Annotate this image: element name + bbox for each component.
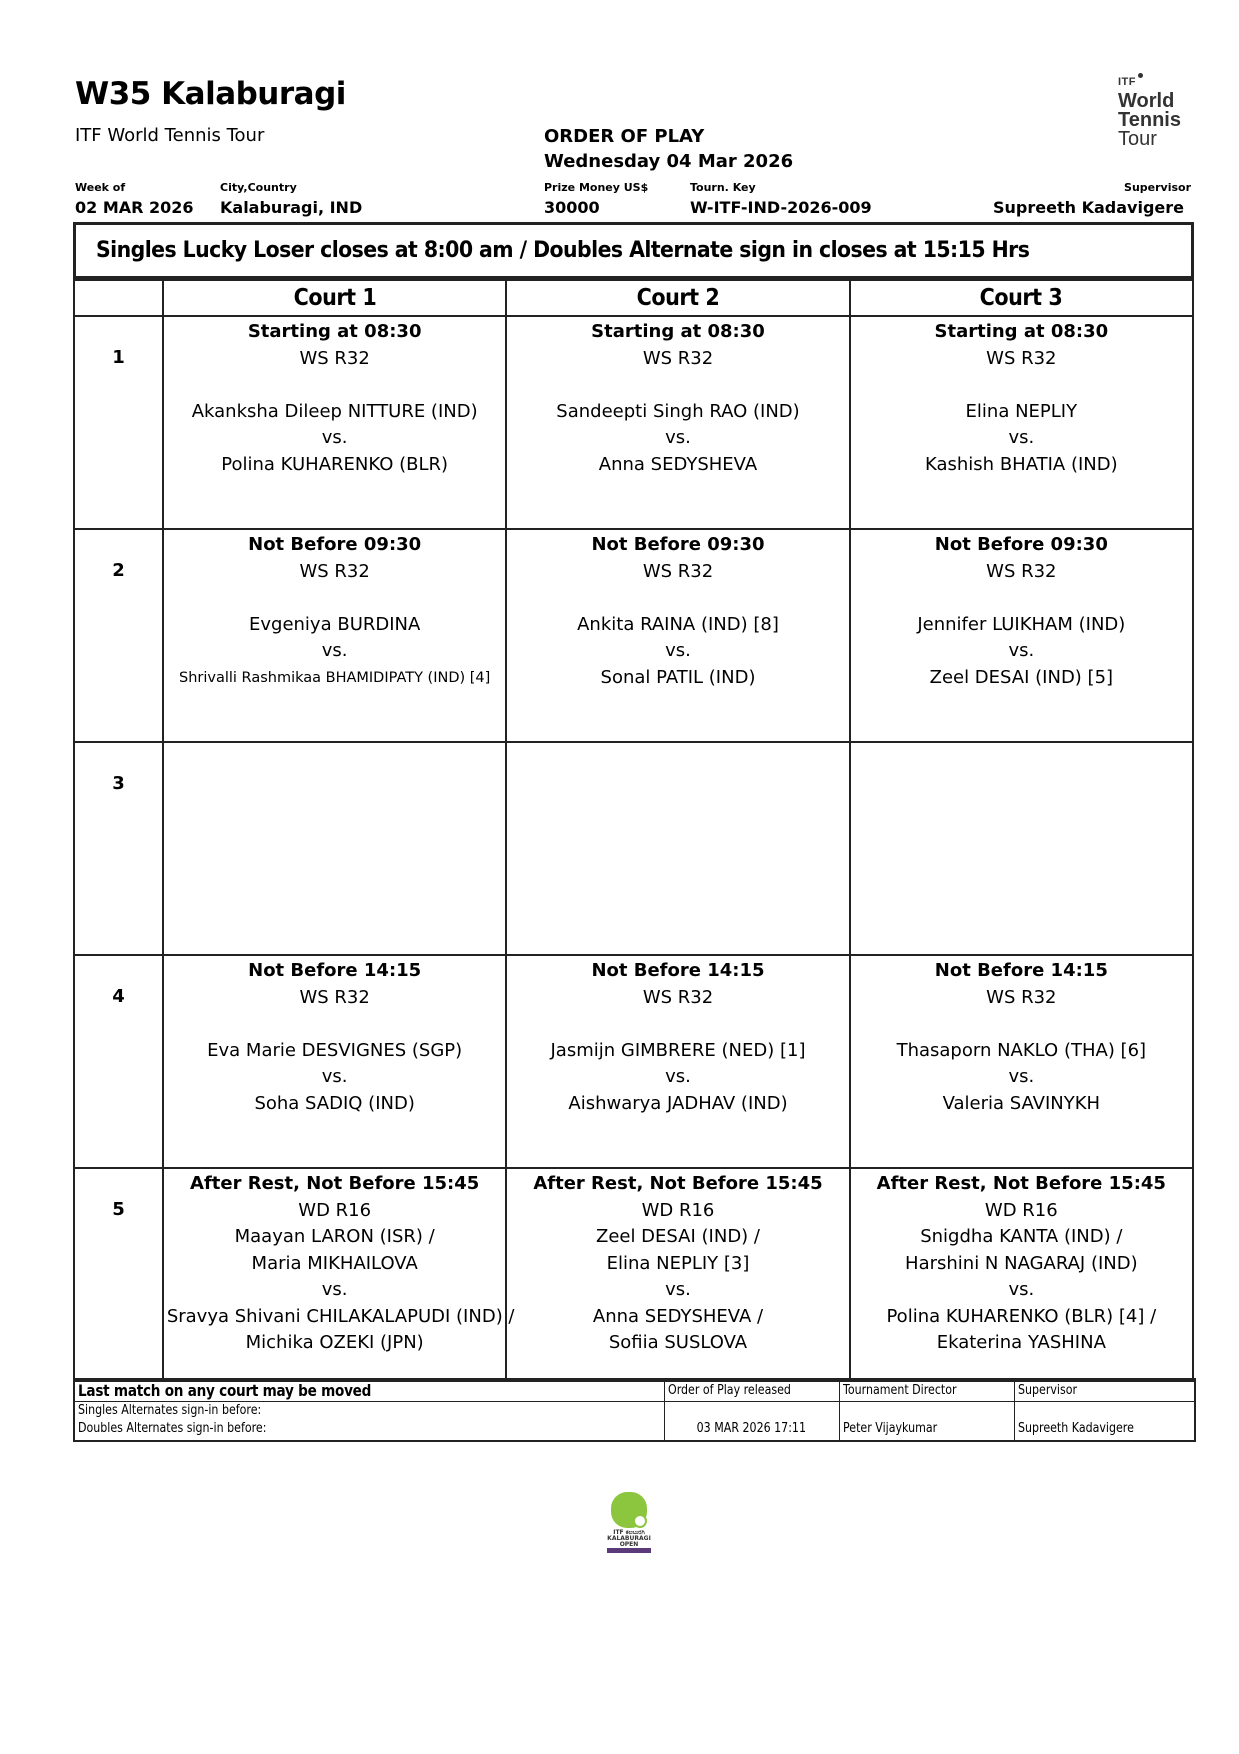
player-2: Shrivalli Rashmikaa BHAMIDIPATY (IND) [4] xyxy=(179,669,491,686)
vs-label: vs. xyxy=(665,1066,691,1087)
event-round: WS R32 xyxy=(642,347,714,369)
notice-text: Singles Lucky Loser closes at 8:00 am / Doubles Alternate sign in closes at 15:15 Hrs xyxy=(96,238,1030,263)
sponsor-bar xyxy=(607,1548,651,1553)
match-cell xyxy=(506,955,849,1168)
tennis-ball-icon xyxy=(633,1514,647,1528)
vs-label: vs. xyxy=(1008,640,1035,661)
player-1: Jasmijn GIMBRERE (NED) [1] xyxy=(550,1039,806,1061)
event-round: WS R32 xyxy=(299,347,370,369)
vs-label: vs. xyxy=(1008,1279,1035,1300)
tourn-key-value: W-ITF-IND-2026-009 xyxy=(690,198,872,217)
tourn-key-label: Tourn. Key xyxy=(690,181,756,194)
start-time: After Rest, Not Before 15:45 xyxy=(533,1173,823,1194)
singles-alternates: Singles Alternates sign-in before: xyxy=(78,1402,262,1418)
logo-line-tour: Tour xyxy=(1118,128,1157,150)
player-1: Jennifer LUIKHAM (IND) xyxy=(917,613,1126,635)
player-1: Eva Marie DESVIGNES (SGP) xyxy=(207,1039,463,1061)
sponsor-text: ITF ಕಲಬುರಗಿ KALABURAGI OPEN xyxy=(607,1529,651,1548)
row-number: 1 xyxy=(74,316,163,529)
team-1-player-b: Harshini N NAGARAJ (IND) xyxy=(905,1252,1138,1274)
city-label: City,Country xyxy=(220,181,297,194)
footer-supervisor-value: Supreeth Kadavigere xyxy=(1014,1401,1195,1441)
court-header-2: Court 2 xyxy=(506,280,849,316)
player-2: Sonal PATIL (IND) xyxy=(600,666,756,688)
vs-label: vs. xyxy=(665,640,691,661)
start-time: Not Before 09:30 xyxy=(934,534,1108,555)
supervisor-value: Supreeth Kadavigere xyxy=(993,198,1184,217)
play-date: Wednesday 04 Mar 2026 xyxy=(544,151,794,172)
start-time: Starting at 08:30 xyxy=(247,321,422,342)
doc-type: ORDER OF PLAY xyxy=(544,126,705,147)
match-cell xyxy=(163,529,506,742)
event-round: WD R16 xyxy=(641,1199,715,1221)
week-of-label: Week of xyxy=(75,181,126,194)
prize-label: Prize Money US$ xyxy=(544,181,649,194)
vs-label: vs. xyxy=(321,1279,348,1300)
row-number: 2 xyxy=(74,529,163,742)
supervisor-label: Supervisor xyxy=(1124,181,1191,194)
tournament-title: W35 Kalaburagi xyxy=(75,76,346,112)
match-cell xyxy=(163,1168,515,1381)
event-round: WS R32 xyxy=(299,986,370,1008)
team-1-player-a: Zeel DESAI (IND) / xyxy=(595,1226,760,1247)
event-round: WS R32 xyxy=(986,986,1057,1008)
match-row-1 xyxy=(74,316,1193,529)
match-row-3 xyxy=(74,742,1193,955)
vs-label: vs. xyxy=(321,427,348,448)
start-time: After Rest, Not Before 15:45 xyxy=(876,1173,1166,1194)
director-value: Peter Vijaykumar xyxy=(839,1401,1014,1441)
footer-table xyxy=(73,1378,1196,1442)
start-time: Starting at 08:30 xyxy=(934,321,1109,342)
match-cell xyxy=(850,955,1193,1168)
vs-label: vs. xyxy=(1008,1066,1035,1087)
empty-match-cell xyxy=(850,742,1193,955)
match-cell xyxy=(163,955,506,1168)
player-2: Valeria SAVINYKH xyxy=(942,1092,1101,1114)
event-round: WD R16 xyxy=(298,1199,372,1221)
player-1: Ankita RAINA (IND) [8] xyxy=(577,613,779,635)
event-round: WS R32 xyxy=(642,986,714,1008)
match-cell xyxy=(506,1168,849,1381)
match-cell xyxy=(850,316,1193,529)
start-time: Starting at 08:30 xyxy=(591,321,765,342)
tour-subtitle: ITF World Tennis Tour xyxy=(75,125,265,146)
director-label: Tournament Director xyxy=(839,1379,1014,1401)
team-2-player-b: Michika OZEKI (JPN) xyxy=(245,1332,424,1353)
sign-in-notice xyxy=(73,222,1194,279)
match-cell xyxy=(850,1168,1193,1381)
empty-match-cell xyxy=(506,742,849,955)
player-2: Polina KUHARENKO (BLR) xyxy=(221,453,449,475)
court-header-3: Court 3 xyxy=(850,280,1193,316)
team-2-player-a: Sravya Shivani CHILAKALAPUDI (IND) / xyxy=(166,1305,515,1327)
player-2: Kashish BHATIA (IND) xyxy=(925,453,1118,475)
player-1: Evgeniya BURDINA xyxy=(249,613,421,635)
order-of-play-grid xyxy=(73,279,1194,1382)
match-cell xyxy=(506,316,849,529)
player-1: Thasaporn NAKLO (THA) [6] xyxy=(896,1039,1147,1061)
start-time: Not Before 14:15 xyxy=(591,960,765,981)
event-round: WS R32 xyxy=(986,560,1057,582)
vs-label: vs. xyxy=(321,640,348,661)
match-row-4 xyxy=(74,955,1193,1168)
team-1-player-a: Snigdha KANTA (IND) / xyxy=(920,1226,1123,1247)
team-2-player-b: Ekaterina YASHINA xyxy=(936,1332,1106,1353)
released-value: 03 MAR 2026 17:11 xyxy=(664,1401,839,1441)
match-row-5 xyxy=(74,1168,1193,1381)
start-time: Not Before 14:15 xyxy=(248,960,422,981)
player-1: Elina NEPLIY xyxy=(965,400,1078,422)
event-round: WS R32 xyxy=(299,560,370,582)
prize-value: 30000 xyxy=(544,198,600,217)
start-time: After Rest, Not Before 15:45 xyxy=(190,1173,480,1194)
start-time: Not Before 14:15 xyxy=(934,960,1108,981)
row-number: 4 xyxy=(74,955,163,1168)
doubles-alternates: Doubles Alternates sign-in before: xyxy=(78,1420,267,1436)
player-2: Anna SEDYSHEVA xyxy=(598,453,758,475)
released-label: Order of Play released xyxy=(664,1379,839,1401)
player-2: Aishwarya JADHAV (IND) xyxy=(568,1092,788,1114)
start-time: Not Before 09:30 xyxy=(591,534,765,555)
court-header-1: Court 1 xyxy=(163,280,506,316)
vs-label: vs. xyxy=(665,427,691,448)
player-2: Zeel DESAI (IND) [5] xyxy=(929,666,1114,688)
player-2: Soha SADIQ (IND) xyxy=(254,1092,415,1114)
itf-world-tennis-tour-logo xyxy=(1118,72,1208,149)
event-round: WS R32 xyxy=(642,560,714,582)
footer-value-row xyxy=(74,1401,1195,1441)
order-of-play-heading xyxy=(544,124,793,174)
match-row-2 xyxy=(74,529,1193,742)
event-round: WS R32 xyxy=(986,347,1057,369)
start-time: Not Before 09:30 xyxy=(248,534,422,555)
event-round: WD R16 xyxy=(984,1199,1058,1221)
match-cell xyxy=(506,529,849,742)
team-1-player-a: Maayan LARON (ISR) / xyxy=(234,1226,435,1247)
ball-dot-icon xyxy=(1138,73,1143,78)
row-number: 5 xyxy=(74,1168,163,1381)
city-value: Kalaburagi, IND xyxy=(220,198,363,217)
logo-line-world: World xyxy=(1118,90,1175,112)
kalaburagi-open-logo xyxy=(605,1492,653,1554)
corner-cell xyxy=(74,280,163,316)
alternates-info xyxy=(74,1401,664,1441)
vs-label: vs. xyxy=(665,1279,691,1300)
week-of-value: 02 MAR 2026 xyxy=(75,198,194,217)
match-cell xyxy=(850,529,1193,742)
itf-mark: ITF xyxy=(1118,72,1208,92)
team-2-player-a: Anna SEDYSHEVA / xyxy=(592,1305,764,1327)
team-2-player-a: Polina KUHARENKO (BLR) [4] / xyxy=(886,1305,1157,1327)
team-1-player-b: Maria MIKHAILOVA xyxy=(251,1252,418,1274)
row-number: 3 xyxy=(74,742,163,955)
player-1: Sandeepti Singh RAO (IND) xyxy=(556,400,800,422)
team-1-player-b: Elina NEPLIY [3] xyxy=(606,1252,750,1274)
player-1: Akanksha Dileep NITTURE (IND) xyxy=(191,400,478,422)
vs-label: vs. xyxy=(321,1066,348,1087)
footer-supervisor-label: Supervisor xyxy=(1014,1379,1195,1401)
team-2-player-b: Sofiia SUSLOVA xyxy=(608,1332,748,1353)
footer-header-row xyxy=(74,1379,1195,1401)
logo-line-tennis: Tennis xyxy=(1118,109,1181,131)
last-match-note: Last match on any court may be moved xyxy=(74,1379,664,1401)
match-cell xyxy=(163,316,506,529)
empty-match-cell xyxy=(163,742,506,955)
vs-label: vs. xyxy=(1008,427,1035,448)
court-header-row xyxy=(74,280,1193,316)
